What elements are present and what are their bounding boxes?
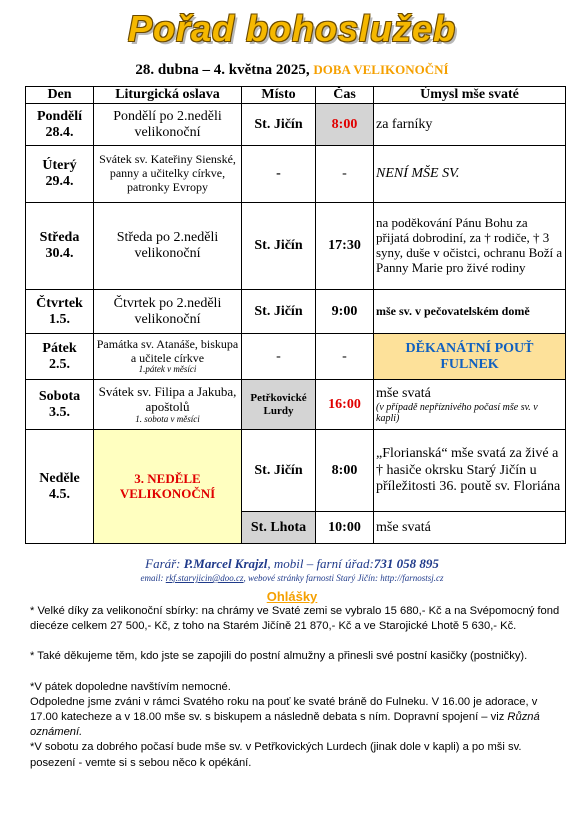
header-day: Den <box>26 87 94 104</box>
announcement-4: *V sobotu za dobrého počasí bude mše sv. v Petřkovických Lurdech (jinak dole v kapli) a po mši sv. posezení - vemte si s sebou něco k opékání. <box>30 741 522 769</box>
announcements-heading: Ohlášky <box>266 589 318 604</box>
announcements <box>30 604 560 771</box>
day-name: Neděle <box>39 470 80 486</box>
phone-number: 731 058 895 <box>373 556 439 571</box>
place-cell: St. Lhota <box>242 512 316 544</box>
intention-cell: NENÍ MŠE SV. <box>374 146 566 203</box>
table-row <box>26 104 566 146</box>
place-cell: St. Jičín <box>242 203 316 290</box>
announcement-2: * Také děkujeme těm, kdo jste se zapojili do postní almužny a přinesli své postní kasičky (postničky). <box>30 650 528 663</box>
intention-cell: za farníky <box>374 104 566 146</box>
day-cell <box>26 104 94 146</box>
day-name: Sobota <box>38 388 81 404</box>
day-name: Pátek <box>42 340 77 356</box>
pastor-name: P.Marcel Krajzl <box>183 556 268 571</box>
header-place: Místo <box>242 87 316 104</box>
day-cell <box>26 290 94 334</box>
web-link[interactable]: http://farnostsj.cz <box>380 573 444 583</box>
pastor-contact-text: , mobil – farní úřad: <box>267 556 374 571</box>
header-celebration: Liturgická oslava <box>94 87 242 104</box>
schedule-table <box>25 86 566 544</box>
celebration-text: Svátek sv. Filipa a Jakuba, apoštolů <box>98 383 237 414</box>
table-row <box>26 380 566 430</box>
intention-cell: „Florianská“ mše svatá za živé a † hasiče okrsku Starý Jičín u příležitosti 36. poutě sv. Floriána <box>374 430 566 512</box>
day-date: 29.4. <box>45 174 74 190</box>
celebration-cell: Svátek sv. Kateřiny Sienské, panny a učitelky církve, patronky Evropy <box>94 146 242 203</box>
intention-note: (v případě nepříznivého počasí mše sv. v kapli) <box>376 401 538 424</box>
announcement-3a: *V pátek dopoledne navštívím nemocné. <box>30 680 231 693</box>
announcement-3 <box>30 695 560 741</box>
web-label: , webové stránky farnosti Starý Jičín: <box>243 573 378 583</box>
place-cell: Petřkovické Lurdy <box>242 380 316 430</box>
email-link[interactable]: rkf.starvjicin@doo.cz <box>165 573 244 583</box>
celebration-cell <box>94 380 242 430</box>
header-intention: Úmysl mše svaté <box>374 87 566 104</box>
place-cell: - <box>242 334 316 380</box>
pastor-contact <box>0 556 584 572</box>
place-cell: St. Jičín <box>242 290 316 334</box>
time-cell: 8:00 <box>316 430 374 512</box>
day-date: 4.5. <box>49 486 70 502</box>
place-cell: St. Jičín <box>242 430 316 512</box>
table-row <box>26 334 566 380</box>
intention-cell: mše svatá <box>374 512 566 544</box>
time-cell: 10:00 <box>316 512 374 544</box>
table-row <box>26 146 566 203</box>
subtitle-dates: 28. dubna – 4. května 2025, <box>135 62 310 78</box>
celebration-cell <box>94 334 242 380</box>
celebration-note: 1.pátek v měsíci <box>138 364 197 375</box>
day-date: 30.4. <box>45 246 74 262</box>
day-name: Čtvrtek <box>36 295 83 311</box>
time-cell: 16:00 <box>316 380 374 430</box>
table-row <box>26 203 566 290</box>
celebration-cell: Středa po 2.neděli velikonoční <box>94 203 242 290</box>
day-date: 28.4. <box>45 124 74 140</box>
day-name: Středa <box>39 230 80 245</box>
day-cell <box>26 334 94 380</box>
time-cell: - <box>316 334 374 380</box>
email-label: email: <box>140 573 164 583</box>
celebration-cell: Pondělí po 2.neděli velikonoční <box>94 104 242 146</box>
celebration-cell: 3. NEDĚLE VELIKONOČNÍ <box>94 430 242 544</box>
pastor-label: Farář: <box>145 556 181 571</box>
intention-text: mše svatá <box>376 385 431 401</box>
day-cell <box>26 430 94 544</box>
intention-cell: mše sv. v pečovatelském domě <box>374 290 566 334</box>
day-date: 1.5. <box>49 311 70 327</box>
pilgrimage-place: FULNEK <box>440 356 499 372</box>
celebration-note: 1. sobota v měsíci <box>135 413 200 424</box>
celebration-text: Památka sv. Atanáše, biskupa a učitele církve <box>96 336 239 365</box>
table-row <box>26 290 566 334</box>
day-cell <box>26 380 94 430</box>
page-title: Pořad bohoslužeb <box>127 8 456 49</box>
announcement-3-ref: Různá oznámení. <box>30 711 540 739</box>
place-cell: - <box>242 146 316 203</box>
time-cell: - <box>316 146 374 203</box>
day-name: Úterý <box>42 158 77 173</box>
announcement-3-text: Odpoledne jsme zváni v rámci Svatého roku na pouť ke svaté bráně do Fulneku. V 16.00 je adorace, v 17.00 katecheze a v 18.00 mše sv. s biskupem a následně debata s ním. Dopravní spojení – viz <box>30 695 538 724</box>
place-cell: St. Jičín <box>242 104 316 146</box>
day-cell <box>26 203 94 290</box>
time-cell: 8:00 <box>316 104 374 146</box>
intention-cell <box>374 380 566 430</box>
time-cell: 17:30 <box>316 203 374 290</box>
pilgrimage-title: DĚKANÁTNÍ POUŤ <box>405 340 534 356</box>
table-row <box>26 430 566 512</box>
day-date: 3.5. <box>49 404 70 420</box>
web-contact <box>0 573 584 583</box>
announcement-1: * Velké díky za velikonoční sbírky: na chrámy ve Svaté zemi se vybralo 15 680,- Kč a na Svépomocný fond diecéze celkem 27 500,- Kč, z toho na Starém Jičíně 21 870,- Kč a ve Starojické Lhotě 5 630,- Kč. <box>30 605 560 633</box>
day-date: 2.5. <box>49 356 70 372</box>
intention-cell <box>374 334 566 380</box>
date-range <box>0 62 584 79</box>
day-cell <box>26 146 94 203</box>
table-header-row <box>26 87 566 104</box>
celebration-cell: Čtvrtek po 2.neděli velikonoční <box>94 290 242 334</box>
time-cell: 9:00 <box>316 290 374 334</box>
liturgical-season: DOBA VELIKONOČNÍ <box>313 62 449 77</box>
header-time: Čas <box>316 87 374 104</box>
intention-cell: na poděkování Pánu Bohu za přijatá dobrodiní, za † rodiče, † 3 syny, duše v očistci, ochranu Boží a Panny Marie pro živé rodiny <box>374 203 566 290</box>
day-name: Pondělí <box>36 108 83 124</box>
